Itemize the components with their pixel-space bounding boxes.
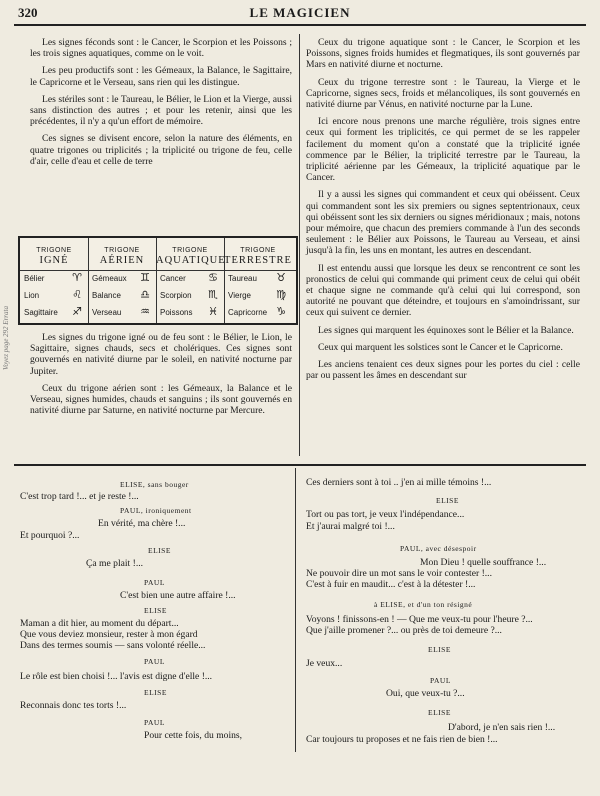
table-column-aerien	[88, 238, 157, 323]
taurus-symbol-icon: ♉	[276, 272, 286, 284]
sign-label: Sagittaire	[24, 308, 58, 317]
dialogue-line: Voyons ! finissons-en ! — Que me veux-tu pour l'heure ?...	[306, 614, 533, 625]
dialogue-line: Que j'aille promener ?... ou près de toi demeure ?...	[306, 625, 502, 636]
aquarius-symbol-icon: ♒	[140, 306, 150, 318]
speaker-cue: ELISE	[144, 688, 167, 697]
sign-label: Vierge	[228, 291, 251, 300]
sign-label: Bélier	[24, 274, 45, 283]
page-number: 320	[18, 5, 38, 20]
paragraph: Les anciens tenaient ces deux signes pour les portes du ciel : celle par ou passent les âmes en descendant sur	[306, 359, 580, 382]
speaker-cue: PAUL	[430, 676, 451, 685]
table-column-igne	[20, 238, 89, 323]
dialogue-line: Ça me plait !...	[86, 558, 144, 569]
dialogue-line: C'est à fuir en maudit... c'est à la détester !...	[306, 579, 476, 590]
column-heading: TERRESTRE	[224, 255, 292, 266]
trigone-table	[18, 236, 298, 325]
speaker-cue: PAUL	[144, 657, 165, 666]
speaker-cue: PAUL, avec désespoir	[400, 544, 477, 553]
paragraph: Ceux du trigone aquatique sont : le Cancer, le Scorpion et les Poissons, signes froids humides et flegmatiques, ils sont gouvernés par Mars en nativité diurne et nocturne.	[306, 37, 580, 71]
paragraph: Ceux du trigone aérien sont : les Gémeaux, la Balance et le Verseau, signes humides, chauds et sanguins ; ils sont gouvernés en nativité diurne par Saturne, en nativité nocturne par Mercure.	[30, 382, 292, 417]
paragraph: Ceux qui marquent les solstices sont le Cancer et le Capricorne.	[318, 341, 563, 353]
table-column-terrestre	[224, 238, 292, 323]
paragraph: Ici encore nous prenons une marche régulière, trois signes entre ceux qui forment les triplicités, ce qui permet de se les rappeler facilement du moment qu'on a constaté que la triplicité ignée commence par le Bélier, la triplicité terrestre par le Taureau, la triplicité aérienne par les Gémeaux, la triplicité aquatique par le Cancer.	[306, 116, 580, 184]
dialogue-line: C'est bien une autre affaire !...	[120, 590, 236, 601]
speaker-cue: PAUL	[144, 718, 165, 727]
paragraph: Les signes qui marquent les équinoxes sont le Bélier et la Balance.	[318, 324, 574, 336]
right-column	[306, 37, 580, 387]
paragraph: Ceux du trigone terrestre sont : le Taureau, la Vierge et le Capricorne, signes secs, froids et mélancoliques, ils sont gouvernés en nativité diurne par Vénus, en nativité nocturne par la Lune.	[306, 76, 580, 111]
dialogue-line: Ces derniers sont à toi .. j'en ai mille témoins !...	[306, 477, 492, 488]
dialogue-line: Reconnais donc tes torts !...	[20, 700, 127, 711]
paragraph: Les peu productifs sont : les Gémeaux, la Balance, le Sagittaire, le Capricorne et le Verseau, sans rien qui les distingue.	[30, 65, 292, 88]
capricorn-symbol-icon: ♑	[276, 306, 286, 318]
paragraph: Les signes du trigone igné ou de feu sont : le Bélier, le Lion, le Sagittaire, signes chauds, secs et cholériques. Ces signes sont gouvernés en nativité diurne par le soleil, en nativité nocturne par Jupiter.	[30, 332, 292, 377]
column-heading: AÉRIEN	[99, 255, 145, 266]
column-heading: IGNÉ	[39, 255, 69, 266]
speaker-cue: à ELISE, et d'un ton résigné	[374, 600, 473, 609]
dialogue-line: En vérité, ma chère !...	[98, 518, 186, 529]
header-rule	[14, 24, 586, 26]
aries-symbol-icon: ♈	[72, 272, 82, 284]
speaker-cue: ELISE	[436, 496, 459, 505]
dialogue-line: Maman a dit hier, au moment du départ...	[20, 618, 179, 629]
sign-label: Gémeaux	[92, 274, 127, 283]
margin-annotation: Voyez page 292 Errata	[2, 306, 10, 370]
sagittarius-symbol-icon: ♐	[72, 306, 82, 318]
dialogue-line: Tort ou pas tort, je veux l'indépendance...	[306, 509, 465, 520]
left-column-bottom	[30, 332, 292, 422]
dialogue-line: Pour cette fois, du moins,	[144, 730, 243, 741]
dialogue-line: Et pourquoi ?...	[20, 530, 80, 541]
dialogue-line: Ne pouvoir dire un mot sans le voir contester !...	[306, 568, 492, 579]
cancer-symbol-icon: ♋	[208, 272, 218, 284]
dialogue-line: Le rôle est bien choisi !... l'avis est digne d'elle !...	[20, 671, 213, 682]
dialogue-line: Et j'aurai malgré toi !...	[306, 521, 395, 532]
dialogue-line: Car toujours tu proposes et ne fais rien de bien !...	[306, 734, 498, 745]
paragraph: Les stériles sont : le Taureau, le Bélier, le Lion et la Vierge, aussi sans distinction des autres ; et pour les retenir, ainsi que les précédentes, il n'y a qu'un effort de mémoire.	[30, 93, 292, 128]
play-column-divider	[295, 468, 296, 752]
paragraph: Il y a aussi les signes qui commandent et ceux qui obéissent. Ceux qui commandent sont les six premiers ou signes septentrionaux, ceux qui obéissent sont les six derniers ou signes méridionaux ; mais, notons pour mémoire, que chacun des premiers commande à l'un des seconds seulement : le Bélier aux Poissons, le Taureau au Verseau, et ainsi jusqu'à la fin, les uns en montant, les autres en descendant.	[306, 189, 580, 257]
virgo-symbol-icon: ♍	[276, 289, 286, 301]
table-column-aquatique	[156, 238, 225, 323]
sign-label: Scorpion	[160, 291, 192, 300]
pisces-symbol-icon: ♓	[208, 306, 218, 318]
sign-label: Taureau	[228, 274, 257, 283]
dialogue-line: Dans des termes soumis — sans volonté réelle...	[20, 640, 206, 651]
running-title: LE MAGICIEN	[249, 5, 351, 20]
speaker-cue: ELISE	[144, 606, 167, 615]
dialogue-line: C'est trop tard !... et je reste !...	[20, 491, 139, 502]
column-kicker: TRIGONE	[172, 247, 208, 254]
dialogue-line: D'abord, je n'en sais rien !...	[448, 722, 556, 733]
dialogue-line: Que vous deviez monsieur, rester à mon égard	[20, 629, 198, 640]
column-kicker: TRIGONE	[36, 247, 72, 254]
dialogue-line: Oui, que veux-tu ?...	[386, 688, 465, 699]
scorpio-symbol-icon: ♏	[208, 289, 218, 301]
column-heading: AQUATIQUE	[156, 255, 226, 266]
paragraph: Les signes féconds sont : le Cancer, le Scorpion et les Poissons ; les trois signes aquatiques, comme on le voit.	[30, 37, 292, 60]
sign-label: Poissons	[160, 308, 193, 317]
column-divider	[299, 34, 300, 456]
dialogue-line: Mon Dieu ! quelle souffrance !...	[420, 557, 547, 568]
running-header	[14, 2, 586, 22]
speaker-cue: PAUL	[144, 578, 165, 587]
column-kicker: TRIGONE	[240, 247, 276, 254]
feuilleton-rule	[14, 464, 586, 466]
sign-label: Capricorne	[228, 308, 268, 317]
gemini-symbol-icon: ♊	[140, 272, 150, 284]
speaker-cue: ELISE	[428, 708, 451, 717]
sign-label: Balance	[92, 291, 121, 300]
sign-label: Cancer	[160, 274, 186, 283]
sign-label: Lion	[24, 291, 40, 300]
dialogue-line: Je veux...	[306, 658, 343, 669]
sign-label: Verseau	[92, 308, 122, 317]
speaker-cue: ELISE, sans bouger	[120, 480, 189, 489]
paragraph: Ces signes se divisent encore, selon la nature des éléments, en quatre trigones ou triplicités ; la triplicité ou trigone de feu, celle d'air, celle d'eau et celle de terre	[30, 133, 292, 167]
left-column-top	[30, 37, 292, 173]
paragraph: Il est entendu aussi que lorsque les deux se rencontrent ce sont les pronostics de celui qui commande qui priment ceux de celui qui obéit et chaque signe ne commande qu'à celui qui lui correspond, son autorité ne pouvant que déteindre, et toujours en s'amoindrissant, sur ceux qui suivent ce dernier.	[306, 262, 580, 319]
libra-symbol-icon: ♎	[140, 289, 150, 301]
speaker-cue: ELISE	[148, 546, 171, 555]
speaker-cue: PAUL, ironiquement	[120, 506, 192, 515]
column-kicker: TRIGONE	[104, 247, 140, 254]
leo-symbol-icon: ♌	[72, 289, 82, 301]
speaker-cue: ELISE	[428, 645, 451, 654]
